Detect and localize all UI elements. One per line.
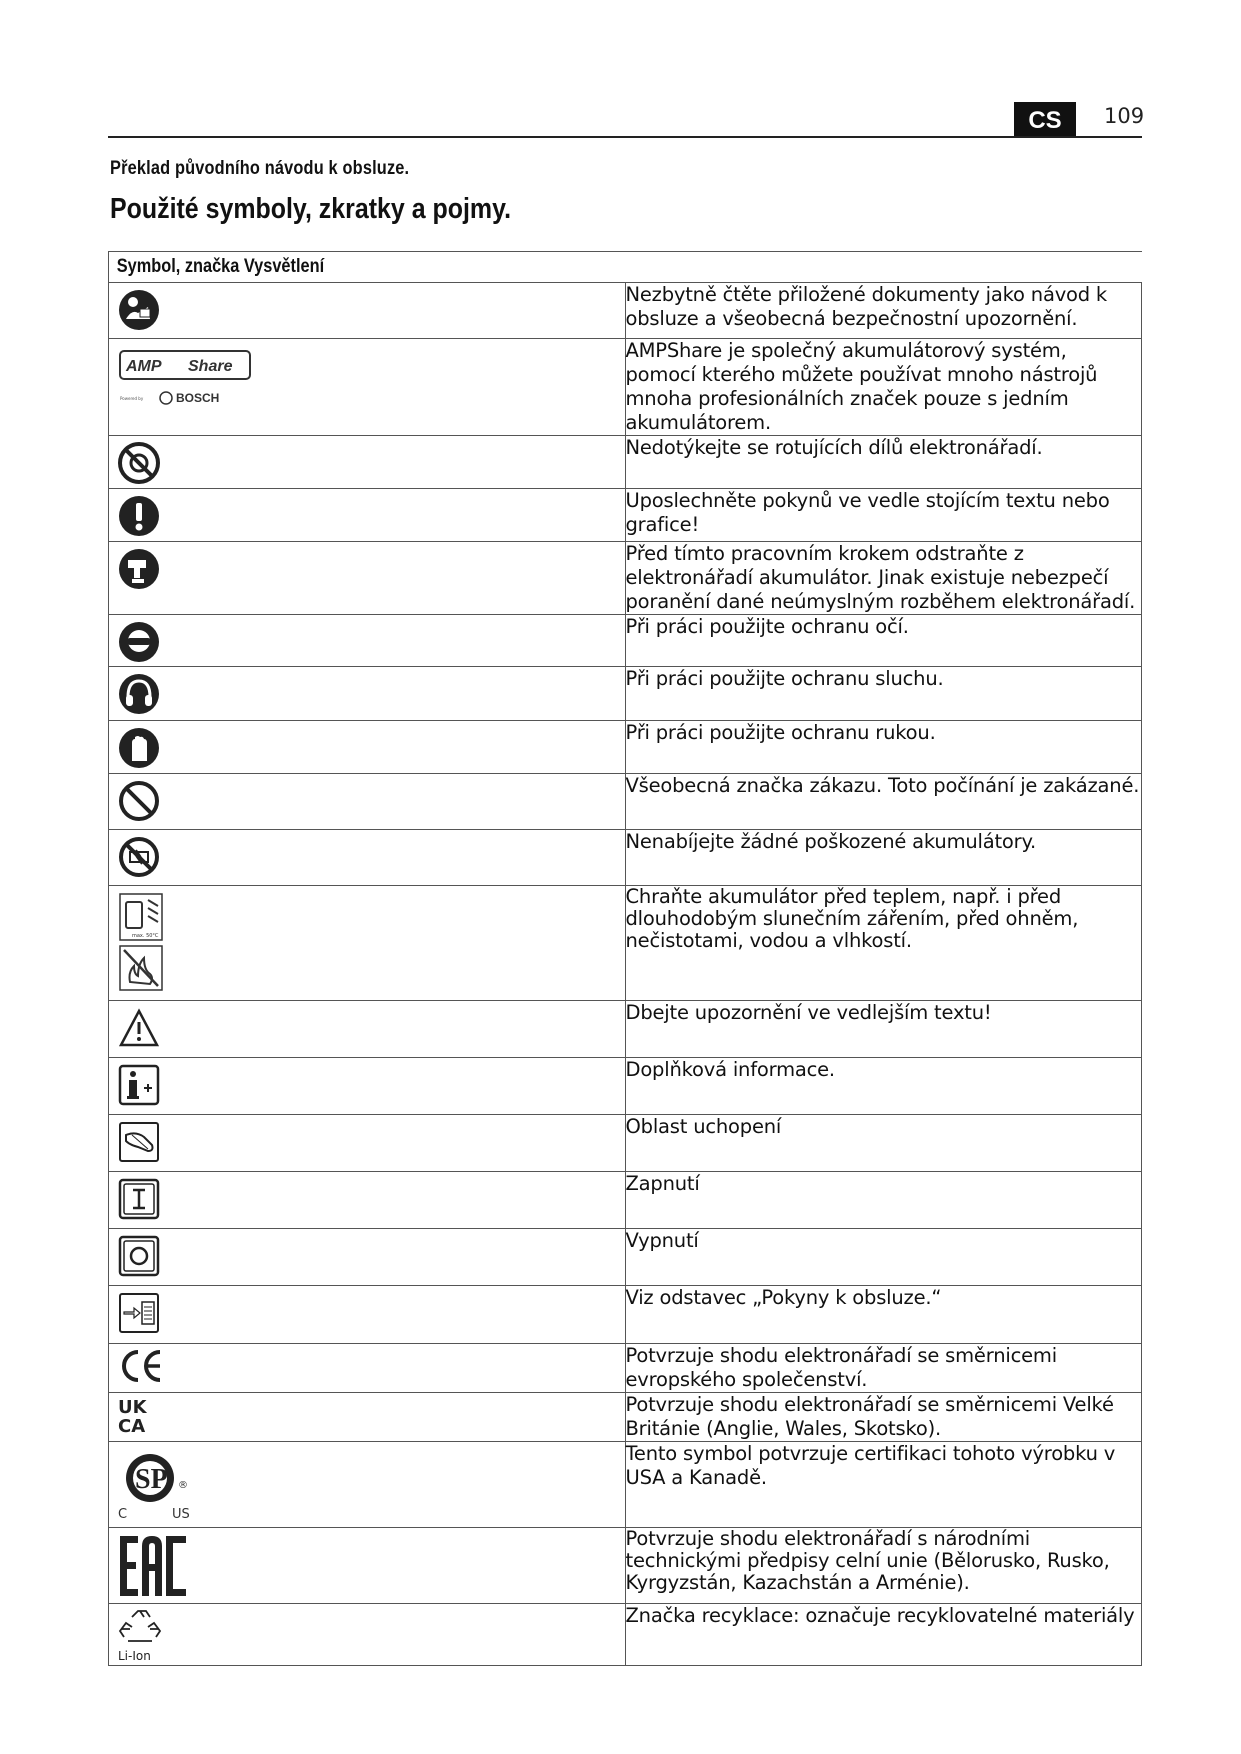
grip-area-icon (118, 1121, 160, 1163)
header-rule (108, 136, 1142, 138)
svg-text:Share: Share (188, 358, 233, 375)
row-description: Při práci použijte ochranu sluchu. (625, 667, 1142, 721)
row-description: Chraňte akumulátor před teplem, např. i před dlouhodobým slunečním zářením, před ohněm, nečistotami, vodou a vlhkostí. (625, 886, 1142, 1001)
table-row (109, 542, 1142, 615)
svg-text:Powered by: Powered by (120, 396, 144, 401)
table-row (109, 1229, 1142, 1286)
row-description: Při práci použijte ochranu rukou. (625, 721, 1142, 774)
row-description: Potvrzuje shodu elektronářadí se směrnicemi evropského společenství. (625, 1344, 1142, 1393)
recycling-icon (118, 1607, 162, 1663)
table-row (109, 721, 1142, 774)
row-description: Potvrzuje shodu elektronářadí s národními technickými předpisy celní unie (Bělorusko, Rusko, Kyrgyzstán, Kazachstán a Arménie). (625, 1528, 1142, 1604)
table-row (109, 1001, 1142, 1058)
row-description: Uposlechněte pokynů ve vedle stojícím textu nebo grafice! (625, 489, 1142, 542)
svg-text:BOSCH: BOSCH (176, 391, 220, 405)
row-description: Doplňková informace. (625, 1058, 1142, 1115)
row-description: Při práci použijte ochranu očí. (625, 615, 1142, 667)
info-plus-icon (118, 1064, 160, 1106)
language-badge: CS (1014, 102, 1076, 136)
svg-text:AMP: AMP (126, 358, 162, 375)
table-row (109, 1286, 1142, 1344)
table-row (109, 283, 1142, 339)
prohibition-icon (118, 780, 160, 822)
table-header: Symbol, značka Vysvětlení (109, 252, 1142, 283)
ukca-mark-icon (118, 1396, 158, 1434)
warning-triangle-icon (118, 1007, 160, 1049)
svg-text:CA: CA (118, 1416, 146, 1434)
table-row (109, 436, 1142, 489)
table-row (109, 1528, 1142, 1604)
remove-battery-icon (118, 548, 160, 590)
table-row (109, 1344, 1142, 1393)
hearing-protection-icon (118, 673, 160, 715)
page-title: Použité symboly, zkratky a pojmy. (110, 193, 512, 225)
table-row (109, 1172, 1142, 1229)
no-charge-damaged-battery-icon (118, 836, 160, 878)
svg-text:max. 50°C: max. 50°C (132, 933, 159, 939)
symbols-table (108, 251, 1142, 1666)
table-row (109, 1058, 1142, 1115)
row-description: Oblast uchopení (625, 1115, 1142, 1172)
table-row (109, 1115, 1142, 1172)
see-section-icon (118, 1292, 160, 1334)
table-row (109, 774, 1142, 830)
svg-text:US: US (172, 1507, 190, 1522)
row-description: Nezbytně čtěte přiložené dokumenty jako návod k obsluze a všeobecná bezpečnostní upozornění. (625, 283, 1142, 339)
table-row (109, 1604, 1142, 1666)
svg-text:C: C (118, 1507, 128, 1522)
table-row (109, 339, 1142, 436)
row-description: AMPShare je společný akumulátorový systém, pomocí kterého můžete používat mnoho nástrojů mnoha profesionálních značek pouze s jedním akumulátorem. (625, 339, 1142, 436)
table-row (109, 667, 1142, 721)
row-description: Nedotýkejte se rotujících dílů elektronářadí. (625, 436, 1142, 489)
page-number: 109 (1104, 104, 1145, 128)
csa-mark-icon (118, 1450, 208, 1522)
svg-text:®: ® (178, 1480, 188, 1491)
table-row (109, 886, 1142, 1001)
row-description: Viz odstavec „Pokyny k obsluze.“ (625, 1286, 1142, 1344)
row-description: Všeobecná značka zákazu. Toto počínání je zakázané. (625, 774, 1142, 830)
table-row (109, 1393, 1142, 1442)
no-touch-rotating-icon (118, 442, 160, 484)
read-manual-icon (118, 289, 160, 331)
row-description: Před tímto pracovním krokem odstraňte z elektronářadí akumulátor. Jinak existuje nebezpečí poranění dané neúmyslným rozběhem elektronářadí. (625, 542, 1142, 615)
table-row (109, 615, 1142, 667)
hand-protection-icon (118, 727, 160, 769)
eye-protection-icon (118, 621, 160, 663)
row-description: Tento symbol potvrzuje certifikaci tohoto výrobku v USA a Kanadě. (625, 1442, 1142, 1528)
power-off-icon (118, 1235, 160, 1277)
row-description: Vypnutí (625, 1229, 1142, 1286)
table-row (109, 489, 1142, 542)
protect-battery-heat-icon (118, 892, 164, 992)
document-subtitle: Překlad původního návodu k obsluze. (110, 158, 410, 179)
row-description: Potvrzuje shodu elektronářadí se směrnicemi Velké Británie (Anglie, Wales, Skotsko). (625, 1393, 1142, 1442)
eac-mark-icon (118, 1534, 190, 1598)
ce-mark-icon (118, 1348, 164, 1384)
row-description: Dbejte upozornění ve vedlejším textu! (625, 1001, 1142, 1058)
table-row (109, 830, 1142, 886)
svg-text:SP: SP (135, 1464, 168, 1495)
exclamation-icon (118, 495, 160, 537)
row-description: Značka recyklace: označuje recyklovatelné materiály (625, 1604, 1142, 1666)
row-description: Nenabíjejte žádné poškozené akumulátory. (625, 830, 1142, 886)
svg-text:UK: UK (118, 1397, 147, 1418)
ampshare-logo-icon (118, 347, 258, 407)
row-description: Zapnutí (625, 1172, 1142, 1229)
svg-text:Li-Ion: Li-Ion (118, 1649, 151, 1663)
power-on-icon (118, 1178, 160, 1220)
table-header-row (109, 252, 1142, 283)
table-row (109, 1442, 1142, 1528)
